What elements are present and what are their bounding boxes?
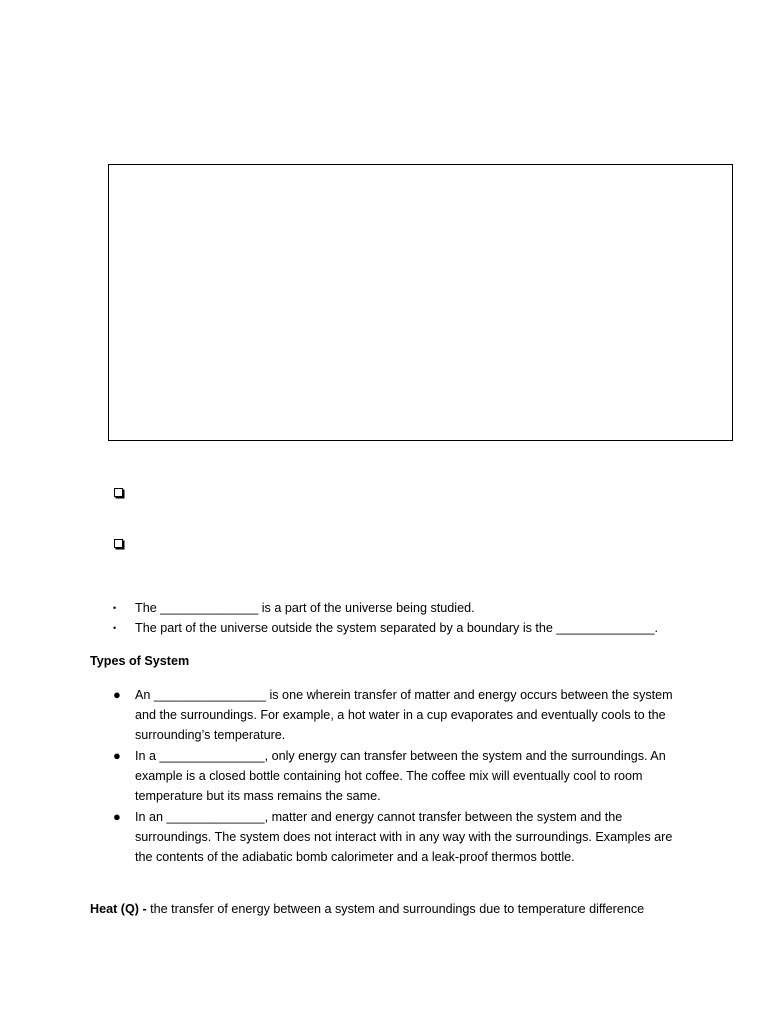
list-item	[113, 598, 733, 618]
bullet-icon: ●	[113, 809, 121, 824]
list-item	[113, 746, 693, 806]
checkbox-2[interactable]	[114, 539, 123, 548]
types-of-system-list	[113, 685, 693, 868]
heat-term: Heat (Q) -	[90, 902, 147, 916]
list-item	[113, 807, 693, 867]
checkbox-1[interactable]	[114, 488, 123, 497]
heat-definition-text: the transfer of energy between a system and surroundings due to temperature difference	[146, 902, 645, 916]
bullet-icon: ●	[113, 748, 121, 763]
bullet-icon: •	[113, 603, 117, 613]
empty-answer-box	[108, 164, 733, 441]
closed-system-text: In a _______________, only energy can transfer between the system and the surroundings. An example is a closed bottle containing hot coffee. The coffee mix will eventually cool to room temperature but its mass remains the same.	[135, 749, 666, 803]
system-definitions-list	[113, 598, 733, 638]
list-item	[113, 618, 733, 638]
heat-definition	[90, 899, 644, 919]
definition-system-text: The ______________ is a part of the universe being studied.	[135, 601, 475, 615]
definition-surroundings-text: The part of the universe outside the system separated by a boundary is the ______________.	[135, 621, 658, 635]
list-item	[113, 685, 693, 745]
types-of-system-heading: Types of System	[90, 654, 190, 668]
bullet-icon: •	[113, 623, 117, 633]
isolated-system-text: In an ______________, matter and energy cannot transfer between the system and the surroundings. The system does not interact with in any way with the surroundings. Examples are the contents of the adiabatic bomb calorimeter and a leak-proof thermos bottle.	[135, 810, 673, 864]
bullet-icon: ●	[113, 687, 121, 702]
open-system-text: An ________________ is one wherein transfer of matter and energy occurs between the system and the surroundings. For example, a hot water in a cup evaporates and eventually cools to the surrounding’s temperature.	[135, 688, 673, 742]
